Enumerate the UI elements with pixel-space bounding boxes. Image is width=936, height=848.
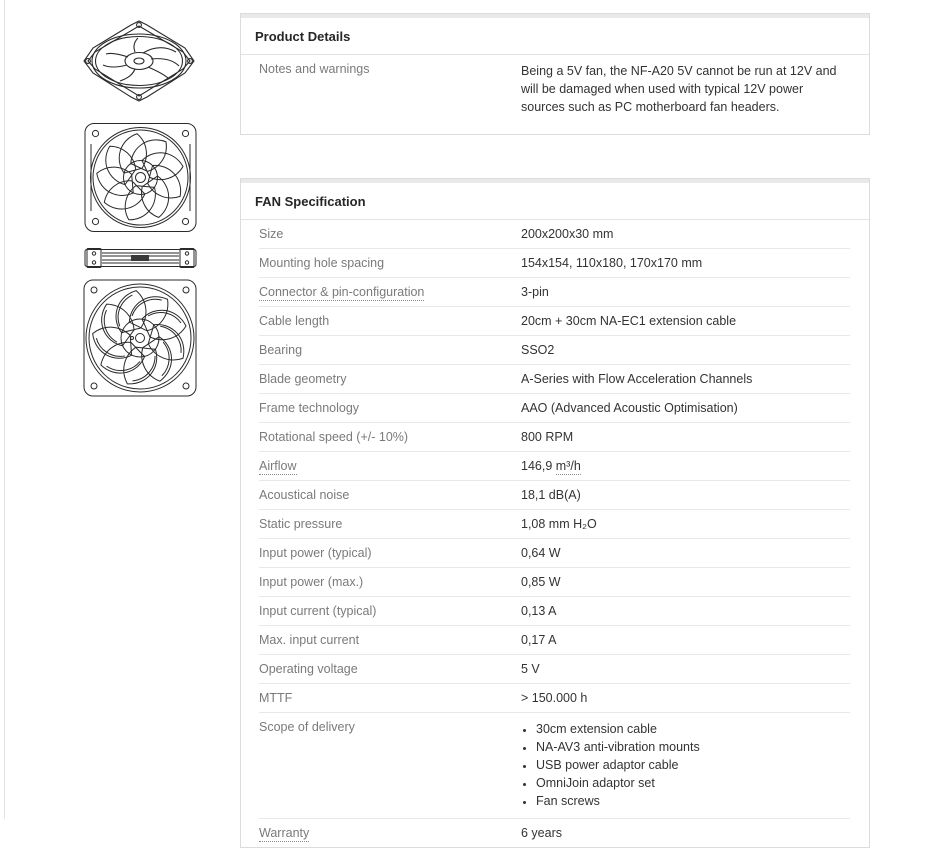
fan-perspective-icon: [80, 17, 198, 105]
spec-label-cell: [259, 691, 521, 706]
spec-label-cell: [259, 826, 521, 841]
spec-label-cell: [259, 662, 521, 677]
fan-front-view-alt-thumbnail[interactable]: [82, 276, 198, 400]
spec-value: 0,85 W: [521, 575, 561, 589]
spec-row: [259, 55, 850, 122]
spec-label: Input current (typical): [259, 604, 377, 618]
spec-value: SSO2: [521, 343, 555, 357]
spec-value-cell: [521, 517, 850, 532]
spec-label: Scope of delivery: [259, 720, 355, 734]
spec-value-cell: [521, 227, 850, 242]
spec-label: Cable length: [259, 314, 330, 328]
unit-tooltip-link[interactable]: m³/h: [555, 459, 581, 473]
spec-value-cell: [521, 826, 850, 841]
spec-label: Blade geometry: [259, 372, 347, 386]
spec-label-cell: [259, 314, 521, 329]
fan-front-icon: [84, 122, 197, 233]
spec-label: Bearing: [259, 343, 303, 357]
spec-row: [259, 248, 850, 277]
spec-label-cell: [259, 720, 521, 735]
spec-value-cell: [521, 633, 850, 648]
spec-value: AAO (Advanced Acoustic Optimisation): [521, 401, 738, 415]
spec-value: 5 V: [521, 662, 540, 676]
spec-value: A-Series with Flow Acceleration Channels: [521, 372, 753, 386]
delivery-item: • OmniJoin adaptor set: [535, 774, 850, 792]
spec-row: [259, 683, 850, 712]
spec-label: Acoustical noise: [259, 488, 350, 502]
spec-row: [259, 480, 850, 509]
page-edge-divider: [4, 0, 5, 819]
spec-value-cell: [521, 401, 850, 416]
fan-front-view-thumbnail[interactable]: [84, 122, 197, 233]
spec-value-cell: [521, 662, 850, 677]
spec-label-cell: [259, 546, 521, 561]
spec-value-cell: [521, 488, 850, 503]
fan-side-profile-thumbnail[interactable]: [84, 247, 197, 269]
spec-label: Notes and warnings: [259, 62, 370, 76]
spec-value: 6 years: [521, 826, 562, 840]
spec-row: [259, 393, 850, 422]
spec-label: Input power (typical): [259, 546, 372, 560]
spec-label-cell: [259, 62, 521, 77]
spec-row: [259, 654, 850, 683]
product-details-panel: [240, 13, 870, 135]
spec-value-cell: [521, 459, 850, 474]
spec-value: 154x154, 110x180, 170x170 mm: [521, 256, 703, 270]
spec-label-cell: [259, 604, 521, 619]
spec-value: > 150.000 h: [521, 691, 588, 705]
spec-value: 3-pin: [521, 285, 549, 299]
spec-label: Static pressure: [259, 517, 343, 531]
spec-value-cell: [521, 62, 850, 116]
fan-specification-title: FAN Specification: [241, 183, 869, 220]
spec-row: [259, 451, 850, 480]
spec-row: [259, 422, 850, 451]
spec-value: 200x200x30 mm: [521, 227, 614, 241]
spec-value: 146,9: [521, 459, 556, 473]
spec-row: [259, 712, 850, 818]
spec-label: Size: [259, 227, 284, 241]
spec-row: [259, 567, 850, 596]
spec-value-cell: [521, 546, 850, 561]
spec-value: 20cm + 30cm NA-EC1 extension cable: [521, 314, 737, 328]
spec-value: 0,17 A: [521, 633, 557, 647]
fan-front-alt-icon: [82, 276, 198, 400]
spec-value-cell: [521, 604, 850, 619]
spec-label: Input power (max.): [259, 575, 364, 589]
delivery-item: • 30cm extension cable: [535, 720, 850, 738]
spec-label-cell: [259, 401, 521, 416]
spec-value: 800 RPM: [521, 430, 574, 444]
product-details-rows: [241, 55, 869, 122]
spec-label-cell: [259, 227, 521, 242]
spec-value: 0,64 W: [521, 546, 561, 560]
spec-value-cell: [521, 372, 850, 387]
fan-side-icon: [84, 247, 197, 269]
spec-label-cell: [259, 459, 521, 474]
spec-row: [259, 364, 850, 393]
spec-value-cell: [521, 720, 850, 812]
spec-value-cell: [521, 691, 850, 706]
spec-label-cell: [259, 575, 521, 590]
spec-label-cell: [259, 285, 521, 300]
spec-row: [259, 818, 850, 847]
spec-label-cell: [259, 430, 521, 445]
spec-row: [259, 335, 850, 364]
spec-row: [259, 509, 850, 538]
spec-row: [259, 220, 850, 248]
spec-label-tooltip-link[interactable]: Connector & pin-configuration: [259, 285, 425, 299]
spec-label: Frame technology: [259, 401, 360, 415]
spec-row: [259, 538, 850, 567]
spec-label-cell: [259, 343, 521, 358]
delivery-list: [521, 720, 850, 810]
spec-label-tooltip-link[interactable]: Warranty: [259, 826, 310, 840]
spec-value: Being a 5V fan, the NF-A20 5V cannot be run at 12V and will be damaged when used with typical 12V power sources such as PC motherboard fan headers.: [521, 64, 837, 114]
spec-label: Max. input current: [259, 633, 360, 647]
delivery-item: • Fan screws: [535, 792, 850, 810]
fan-specification-rows: [241, 220, 869, 847]
fan-specification-panel: [240, 178, 870, 848]
spec-label-cell: [259, 517, 521, 532]
spec-value-cell: [521, 343, 850, 358]
delivery-item: • NA-AV3 anti-vibration mounts: [535, 738, 850, 756]
spec-row: [259, 596, 850, 625]
spec-label: Operating voltage: [259, 662, 358, 676]
fan-perspective-view-thumbnail[interactable]: [80, 17, 198, 105]
spec-label-cell: [259, 256, 521, 271]
spec-row: [259, 625, 850, 654]
spec-value-cell: [521, 314, 850, 329]
spec-row: [259, 306, 850, 335]
spec-value-cell: [521, 575, 850, 590]
spec-value-cell: [521, 256, 850, 271]
spec-value: 18,1 dB(A): [521, 488, 581, 502]
spec-row: [259, 277, 850, 306]
spec-label-tooltip-link[interactable]: Airflow: [259, 459, 297, 473]
product-details-title: Product Details: [241, 18, 869, 55]
spec-label-cell: [259, 488, 521, 503]
delivery-item: • USB power adaptor cable: [535, 756, 850, 774]
spec-value: 0,13 A: [521, 604, 557, 618]
spec-value-cell: [521, 285, 850, 300]
spec-label: MTTF: [259, 691, 293, 705]
spec-label-cell: [259, 633, 521, 648]
spec-label: Rotational speed (+/- 10%): [259, 430, 409, 444]
spec-label: Mounting hole spacing: [259, 256, 385, 270]
spec-value: 1,08 mm H₂O: [521, 517, 597, 531]
spec-value-cell: [521, 430, 850, 445]
spec-label-cell: [259, 372, 521, 387]
